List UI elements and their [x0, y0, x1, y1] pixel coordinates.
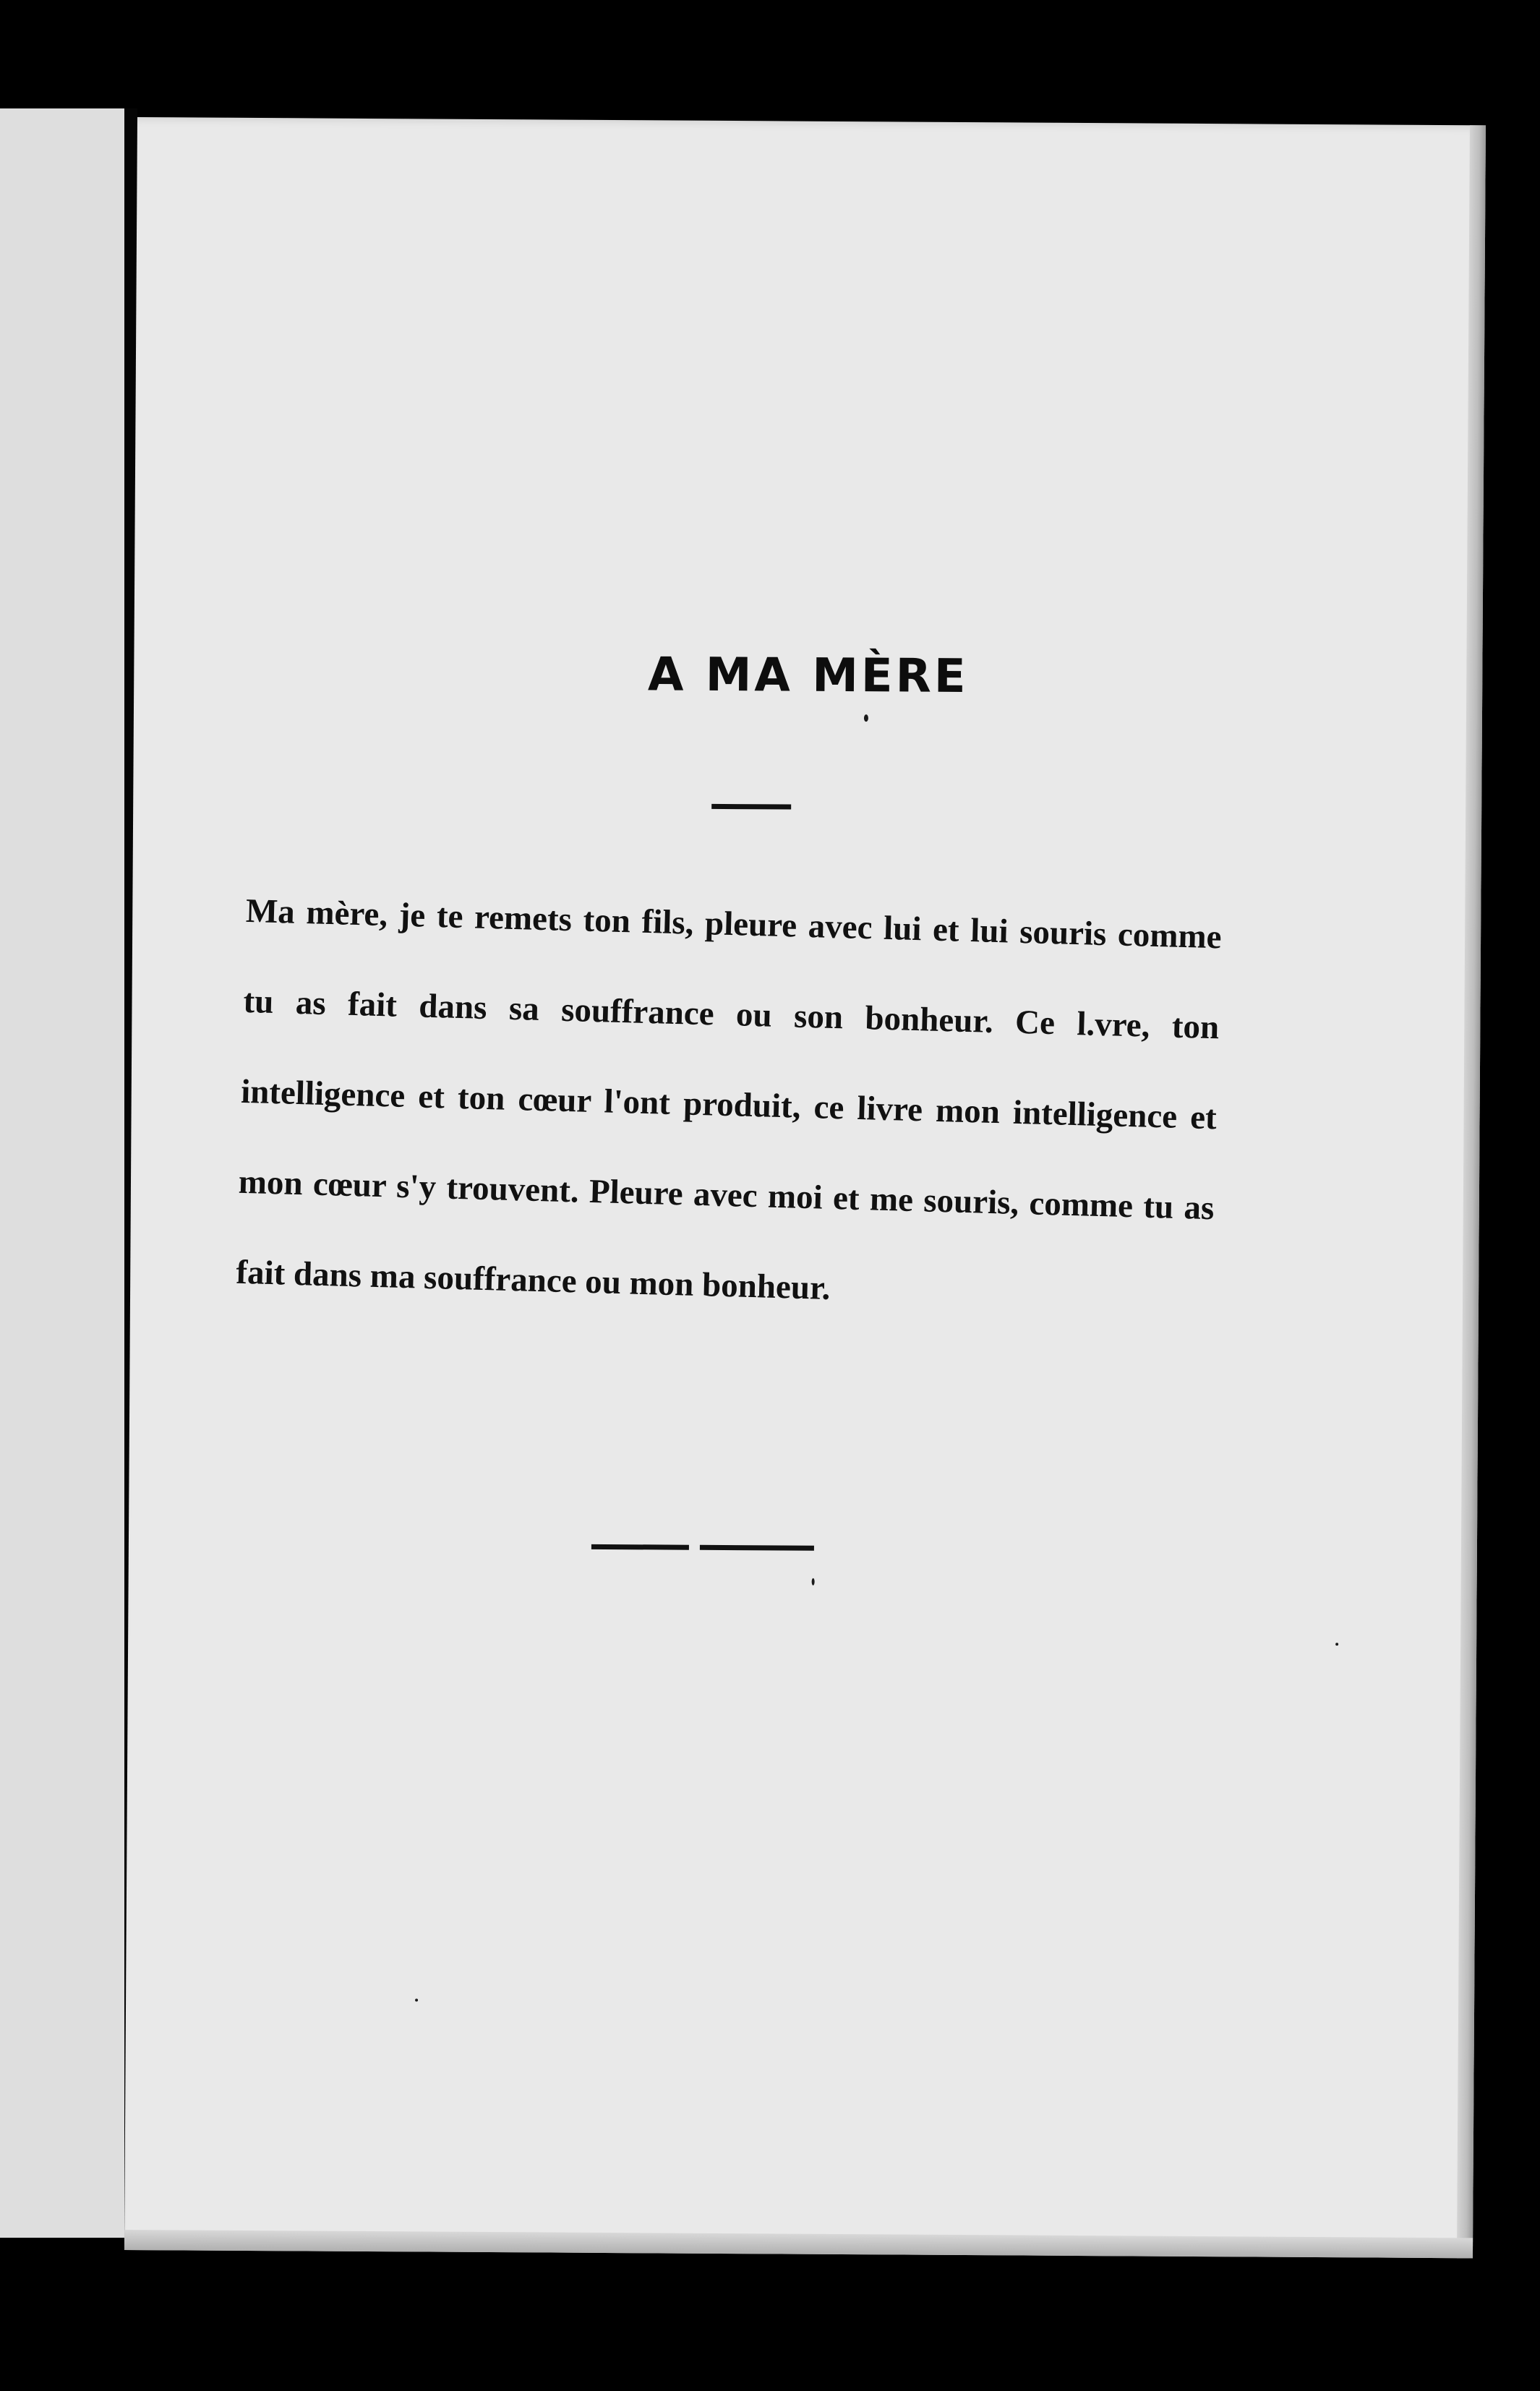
- closing-rule-right: [700, 1545, 814, 1551]
- page-edge-right: [1457, 125, 1486, 2258]
- title-rule: [711, 804, 791, 810]
- dust-speck: [415, 1998, 418, 2001]
- dedication-text: Ma mère, je te remets ton fils, pleure avec lui et lui souris comme tu as fait dans sa souffrance ou son bonheur. Ce l.vre, ton intelligence et ton cœur l'ont produit, ce livre mon intelligence et mon cœur s'y trouvent. Pleure avec moi et me souris, comme tu as fait dans ma souffrance ou mon bonheur.: [235, 891, 1223, 1307]
- dust-speck: [864, 714, 868, 722]
- closing-rule: [591, 1544, 816, 1552]
- closing-rule-left: [591, 1544, 689, 1550]
- page-edge-bottom: [124, 2230, 1473, 2258]
- dedication-page: [124, 117, 1486, 2258]
- facing-page-edge: [0, 108, 124, 2238]
- dust-speck: [812, 1578, 815, 1586]
- dust-speck: [1335, 1643, 1338, 1646]
- dedication-title: A MA MÈRE: [647, 648, 969, 704]
